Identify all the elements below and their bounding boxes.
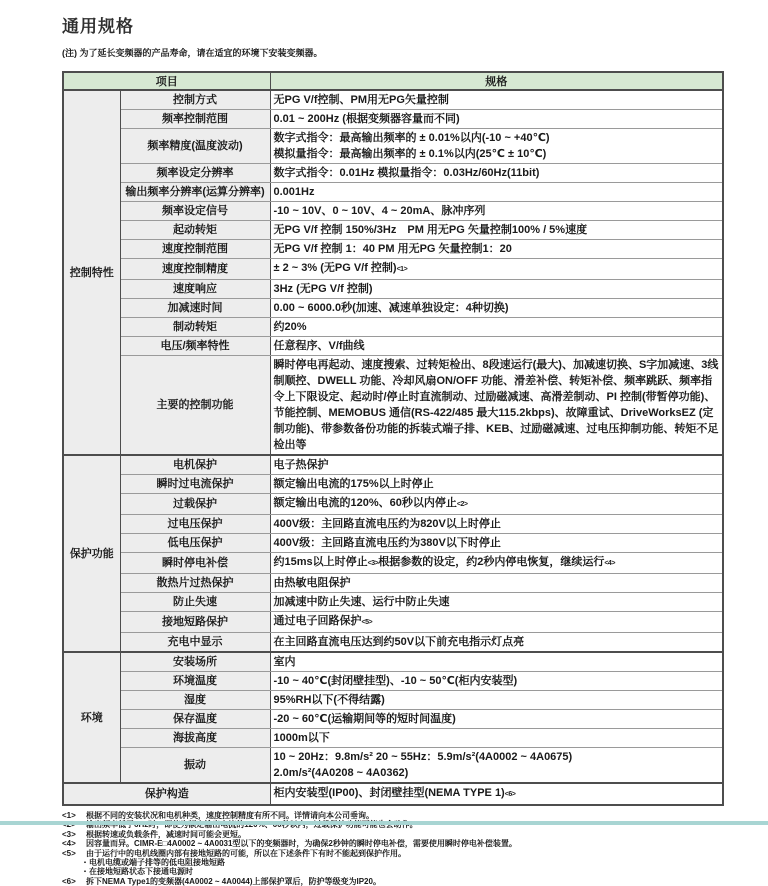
- item-cell: 频率设定信号: [120, 202, 270, 221]
- item-cell: 输出频率分辨率(运算分辨率): [120, 183, 270, 202]
- spec-cell: 0.01 ~ 200Hz (根据变频器容量而不同): [270, 110, 723, 129]
- spec-cell: 3Hz (无PG V/f 控制): [270, 280, 723, 299]
- table-row: [63, 652, 723, 672]
- page-title: 通用规格: [62, 17, 134, 36]
- footnote-marker: <3>: [62, 829, 76, 839]
- item-cell: 安装场所: [120, 652, 270, 672]
- table-row: [63, 515, 723, 534]
- table-row: [63, 110, 723, 129]
- table-row: [63, 783, 723, 805]
- footnote-ref: <3>: [367, 560, 379, 567]
- table-row: [63, 633, 723, 653]
- footnote-line: [62, 877, 752, 886]
- column-header-spec: 规格: [270, 72, 723, 90]
- item-cell: 海拔高度: [120, 729, 270, 748]
- table-row: [63, 356, 723, 456]
- footnote-line: [62, 849, 752, 858]
- item-cell: 充电中显示: [120, 633, 270, 653]
- group-label-cell: 环境: [63, 652, 120, 783]
- table-row: [63, 574, 723, 593]
- item-cell: 加减速时间: [120, 299, 270, 318]
- spec-cell: 由热敏电阻保护: [270, 574, 723, 593]
- item-cell: 电机保护: [120, 455, 270, 475]
- table-row: [63, 183, 723, 202]
- table-row: [63, 164, 723, 183]
- spec-cell: 无PG V/f 控制 1：40 PM 用无PG 矢量控制1：20: [270, 240, 723, 259]
- item-cell: 湿度: [120, 691, 270, 710]
- item-cell: 保存温度: [120, 710, 270, 729]
- footnote-marker: <4>: [62, 839, 76, 849]
- spec-cell: 加减速中防止失速、运行中防止失速: [270, 593, 723, 612]
- spec-cell: 通过电子回路保护<5>: [270, 612, 723, 633]
- group-label-cell: 控制特性: [63, 90, 120, 455]
- document-page: [62, 12, 722, 886]
- spec-cell: 约15ms以上时停止<3>根据参数的设定，约2秒内停电恢复，继续运行<4>: [270, 553, 723, 574]
- footnote-line: [62, 811, 752, 820]
- footnote-text: 根据转速或负载条件，减速时间可能会更短。: [86, 829, 246, 839]
- spec-cell: 额定输出电流的120%、60秒以内停止<2>: [270, 494, 723, 515]
- table-row: [63, 691, 723, 710]
- footnote-text: 拆下NEMA Type1的变频器(4A0002 ~ 4A0044)上部保护罩后，防护等级变为IP20。: [86, 876, 381, 886]
- footnote-marker: <1>: [62, 811, 76, 820]
- spec-cell: 0.00 ~ 6000.0秒(加速、减速单独设定：4种切换): [270, 299, 723, 318]
- spec-cell: -10 ~ 40℃(封闭壁挂型)、-10 ~ 50℃(柜内安装型): [270, 672, 723, 691]
- table-row: [63, 672, 723, 691]
- table-row: [63, 710, 723, 729]
- item-cell: 起动转矩: [120, 221, 270, 240]
- spec-cell: 室内: [270, 652, 723, 672]
- footnote-ref: <1>: [396, 266, 408, 273]
- page-bottom-accent-bar: [0, 821, 768, 825]
- table-row: [63, 318, 723, 337]
- table-row: [63, 280, 723, 299]
- footnote-marker: <5>: [62, 848, 76, 858]
- footnote-line: [62, 867, 752, 876]
- item-cell: 振动: [120, 748, 270, 784]
- table-row: [63, 337, 723, 356]
- spec-cell: -10 ~ 10V、0 ~ 10V、4 ~ 20mA、脉冲序列: [270, 202, 723, 221]
- spec-cell: 柜内安装型(IP00)、封闭壁挂型(NEMA TYPE 1)<6>: [270, 783, 723, 805]
- spec-cell: 电子热保护: [270, 455, 723, 475]
- spec-cell: 约20%: [270, 318, 723, 337]
- footnote-line: [62, 830, 752, 839]
- item-cell: 保护构造: [63, 783, 270, 805]
- footnote-ref: <4>: [604, 560, 615, 567]
- item-cell: 制动转矩: [120, 318, 270, 337]
- table-row: [63, 299, 723, 318]
- table-row: [63, 534, 723, 553]
- footnote-text: 由于运行中的电机线圈内部有接地短路的可能，所以在下述条件下有时不能起到保护作用。: [86, 848, 406, 858]
- table-row: [63, 202, 723, 221]
- item-cell: 瞬时停电补偿: [120, 553, 270, 574]
- item-cell: 过载保护: [120, 494, 270, 515]
- spec-cell: 10 ~ 20Hz：9.8m/s² 20 ~ 55Hz：5.9m/s²(4A0002 ~ 4A0675) 2.0m/s²(4A0208 ~ 4A0362): [270, 748, 723, 784]
- column-header-item: 项目: [63, 72, 270, 90]
- footnote-marker: <6>: [62, 876, 76, 886]
- item-cell: 速度响应: [120, 280, 270, 299]
- spec-cell: 额定输出电流的175%以上时停止: [270, 475, 723, 494]
- footnote-text: 根据不同的安装状况和电机种类，速度控制精度有所不同。详情请向本公司垂询。: [86, 811, 374, 820]
- item-cell: 防止失速: [120, 593, 270, 612]
- item-cell: 频率控制范围: [120, 110, 270, 129]
- item-cell: 瞬时过电流保护: [120, 475, 270, 494]
- item-cell: 速度控制范围: [120, 240, 270, 259]
- spec-cell: ± 2 ~ 3% (无PG V/f 控制)<1>: [270, 259, 723, 280]
- spec-cell: 400V级：主回路直流电压约为380V以下时停止: [270, 534, 723, 553]
- spec-cell: 无PG V/f 控制 150%/3Hz PM 用无PG 矢量控制100% / 5%速度: [270, 221, 723, 240]
- spec-cell: 95%RH以下(不得结露): [270, 691, 723, 710]
- table-row: [63, 221, 723, 240]
- footnote-line: [62, 839, 752, 848]
- table-row: [63, 240, 723, 259]
- item-cell: 接地短路保护: [120, 612, 270, 633]
- item-cell: 低电压保护: [120, 534, 270, 553]
- footnote-ref: <2>: [456, 501, 468, 508]
- table-row: [63, 475, 723, 494]
- spec-cell: 在主回路直流电压达到约50V以下前充电指示灯点亮: [270, 633, 723, 653]
- table-row: [63, 259, 723, 280]
- item-cell: 环境温度: [120, 672, 270, 691]
- table-row: [63, 748, 723, 784]
- footnote-ref: <6>: [504, 791, 516, 798]
- table-row: [63, 90, 723, 110]
- spec-cell: 400V级：主回路直流电压约为820V以上时停止: [270, 515, 723, 534]
- table-row: [63, 593, 723, 612]
- item-cell: 控制方式: [120, 90, 270, 110]
- item-cell: 电压/频率特性: [120, 337, 270, 356]
- spec-cell: -20 ~ 60℃(运输期间等的短时间温度): [270, 710, 723, 729]
- table-row: [63, 729, 723, 748]
- spec-cell: 数字式指令：最高输出频率的 ± 0.01%以内(-10 ~ +40℃) 模拟量指令：最高输出频率的 ± 0.1%以内(25℃ ± 10℃): [270, 129, 723, 164]
- spec-cell: 任意程序、V/f曲线: [270, 337, 723, 356]
- group-label-cell: 保护功能: [63, 455, 120, 652]
- footnote-text: ・电机电缆或端子排等的低电阻接地短路: [81, 858, 225, 868]
- footnote-text: 因容量而异。CIMR-E□4A0002 ~ 4A0031型以下的变频器时，为确保2秒钟的瞬时停电补偿，需要使用瞬时停电补偿装置。: [86, 839, 517, 849]
- item-cell: 主要的控制功能: [120, 356, 270, 456]
- spec-cell: 无PG V/f控制、PM用无PG矢量控制: [270, 90, 723, 110]
- item-cell: 频率精度(温度波动): [120, 129, 270, 164]
- footnote-text: ・在接地短路状态下接通电源时: [81, 867, 193, 877]
- item-cell: 频率设定分辨率: [120, 164, 270, 183]
- table-row: [63, 553, 723, 574]
- spec-table: [62, 71, 724, 806]
- table-row: [63, 455, 723, 475]
- footnote-ref: <5>: [361, 619, 373, 626]
- spec-cell: 瞬时停电再起动、速度搜索、过转矩检出、8段速运行(最大)、加减速切换、S字加减速、3线制顺控、DWELL 功能、冷却风扇ON/OFF 功能、滑差补偿、转矩补偿、频率跳跃、频率指令上下限设定、起动时/停止时直流制动、过励磁减速、高滑差制动、PI 控制(带暂停功能)、节能控制、MEMOBUS 通信(RS-422/485 最大115.2kbps)、故障重试、DriveWorksEZ (定制功能)、带参数备份功能的拆装式端子排、KEB、过励磁减速、过电压抑制功能、转矩不足检出等: [270, 356, 723, 456]
- footnote-line: [62, 858, 752, 867]
- page-note: (注) 为了延长变频器的产品寿命，请在适宜的环境下安装变频器。: [62, 48, 323, 58]
- item-cell: 过电压保护: [120, 515, 270, 534]
- item-cell: 速度控制精度: [120, 259, 270, 280]
- spec-cell: 1000m以下: [270, 729, 723, 748]
- spec-cell: 0.001Hz: [270, 183, 723, 202]
- item-cell: 散热片过热保护: [120, 574, 270, 593]
- spec-cell: 数字式指令：0.01Hz 模拟量指令：0.03Hz/60Hz(11bit): [270, 164, 723, 183]
- table-row: [63, 129, 723, 164]
- table-row: [63, 494, 723, 515]
- table-row: [63, 612, 723, 633]
- table-header-row: [63, 72, 723, 90]
